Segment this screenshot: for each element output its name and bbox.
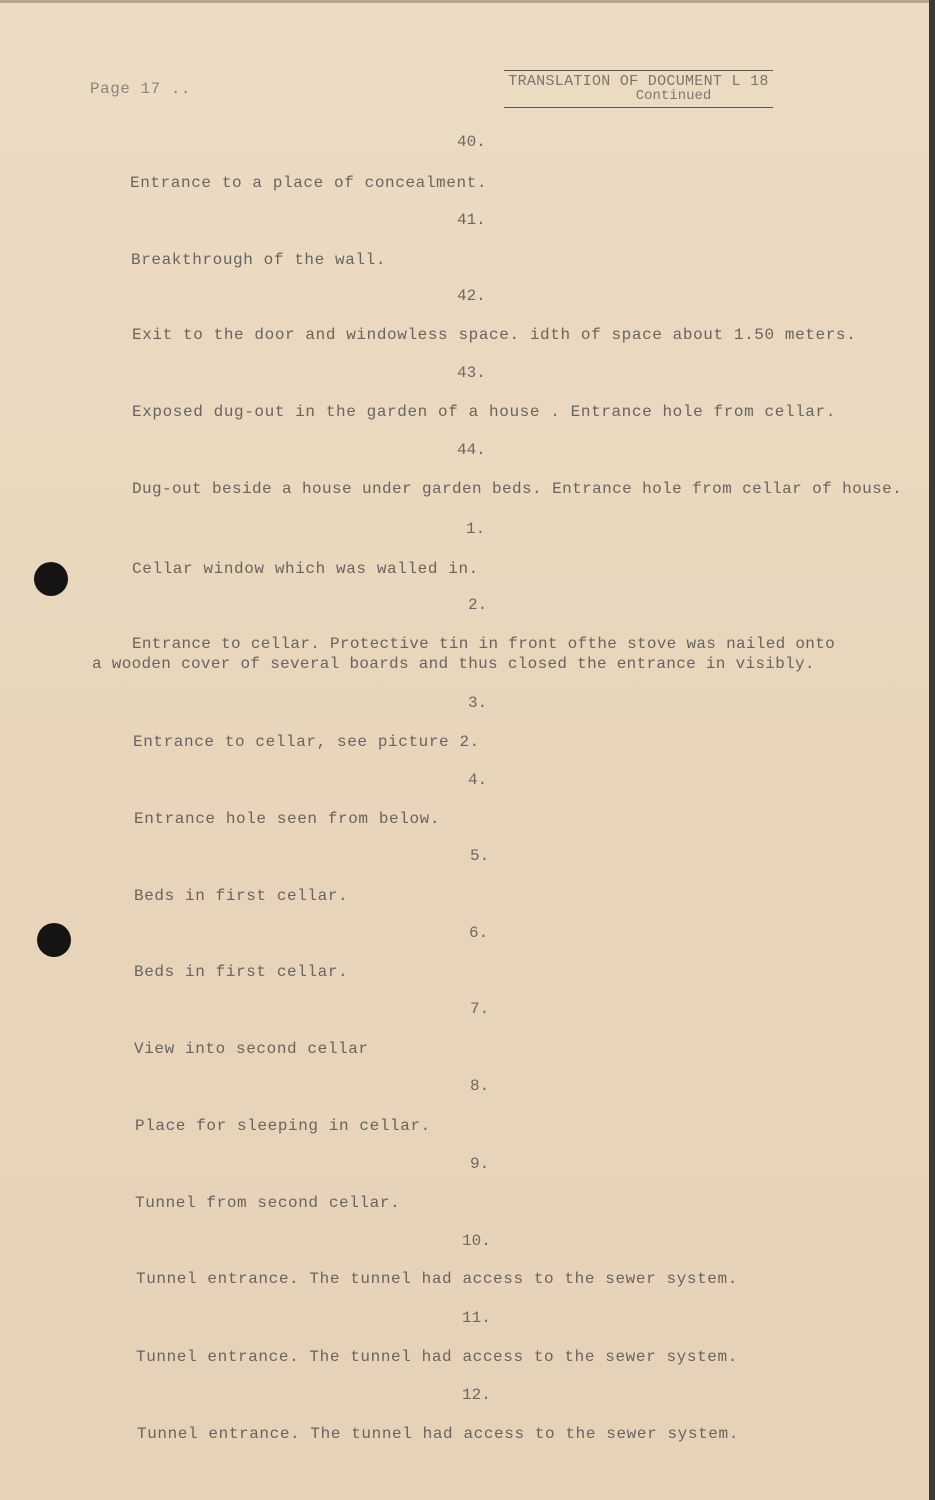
entry-number: 1. <box>466 520 486 538</box>
page-number: Page 17 .. <box>90 80 192 98</box>
entry-number: 11. <box>462 1309 491 1327</box>
entry-number: 8. <box>470 1077 490 1095</box>
entry-caption: Entrance to a place of concealment. <box>130 174 488 192</box>
entry-caption: Exposed dug-out in the garden of a house . Entrance hole from cellar. <box>132 403 836 421</box>
paper-right-edge <box>929 0 935 1500</box>
entry-number: 42. <box>457 287 486 305</box>
entry-number: 3. <box>468 694 488 712</box>
document-subtitle: Continued <box>635 88 712 104</box>
entry-number: 5. <box>470 847 490 865</box>
punch-hole <box>34 562 68 596</box>
entry-caption: Tunnel entrance. The tunnel had access to the sewer system. <box>137 1425 739 1443</box>
entry-caption: Tunnel entrance. The tunnel had access to the sewer system. <box>136 1270 738 1288</box>
entry-number: 4. <box>468 771 488 789</box>
entry-number: 44. <box>457 441 486 459</box>
entry-caption: Exit to the door and windowless space. idth of space about 1.50 meters. <box>132 326 857 344</box>
entry-caption: Cellar window which was walled in. <box>132 560 479 578</box>
entry-caption: Entrance to cellar, see picture 2. <box>133 733 480 751</box>
entry-caption: Tunnel from second cellar. <box>135 1194 401 1212</box>
entry-number: 10. <box>462 1232 491 1250</box>
entry-caption: Beds in first cellar. <box>134 887 349 905</box>
entry-caption: Tunnel entrance. The tunnel had access to the sewer system. <box>136 1348 738 1366</box>
entry-number: 9. <box>470 1155 490 1173</box>
entry-number: 6. <box>469 924 489 942</box>
entry-caption: View into second cellar <box>134 1040 369 1058</box>
paper-top-edge <box>0 0 935 3</box>
document-heading <box>504 70 773 108</box>
entry-caption: Breakthrough of the wall. <box>131 251 387 269</box>
punch-hole <box>37 923 71 957</box>
entry-caption: Place for sleeping in cellar. <box>135 1117 431 1135</box>
entry-number: 41. <box>457 211 486 229</box>
entry-number: 40. <box>457 133 486 151</box>
document-title: TRANSLATION OF DOCUMENT L 18 <box>508 73 769 90</box>
entry-number: 12. <box>462 1386 491 1404</box>
entry-number: 43. <box>457 364 486 382</box>
entry-caption: Beds in first cellar. <box>134 963 349 981</box>
entry-caption: Entrance hole seen from below. <box>134 810 441 828</box>
entry-number: 2. <box>468 596 488 614</box>
entry-number: 7. <box>470 1000 490 1018</box>
entry-caption: Dug-out beside a house under garden beds. Entrance hole from cellar of house. <box>132 480 903 498</box>
entry-caption: Entrance to cellar. Protective tin in front ofthe stove was nailed onto a wooden cover of several boards and thus closed the entrance in visibly. <box>92 635 836 673</box>
